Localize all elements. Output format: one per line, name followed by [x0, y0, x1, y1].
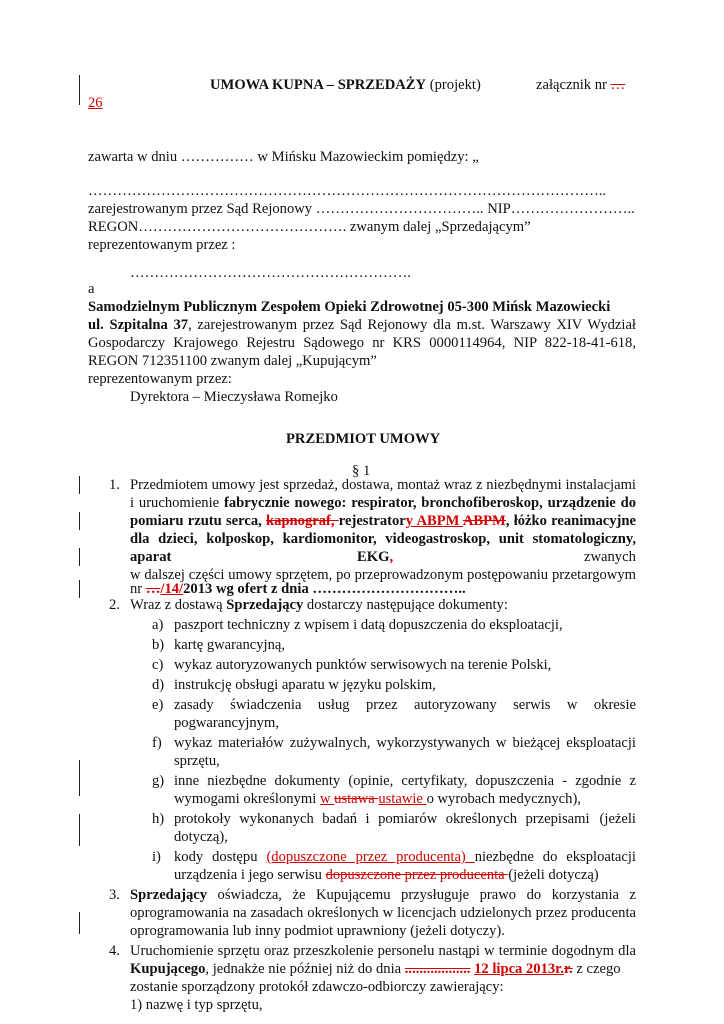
deleted-attachment-number: …	[610, 77, 626, 93]
buyer-krs-line: Gospodarczy Krajowego Rejestru Sądowego nr KRS 0000114964, NIP 822-18-41-618,	[88, 335, 636, 351]
item-number: 1.	[109, 477, 120, 493]
text-run: (jeżeli	[599, 811, 636, 827]
document-title	[210, 76, 481, 94]
list-item: paszport techniczny z wpisem i datą dopuszczenia do eksploatacji,	[174, 617, 563, 633]
attachment-label	[536, 76, 625, 94]
inserted-text: w	[319, 791, 335, 807]
list-letter: d)	[152, 677, 165, 693]
text-run: pomiaru rzutu serca,	[130, 513, 267, 529]
text-run: nr	[130, 581, 146, 597]
item1-line1: Przedmiotem umowy jest sprzedaż, dostawa, montaż wraz z niezbędnymi instalacjami	[130, 477, 636, 493]
buyer-name: Samodzielnym Publicznym Zespołem Opieki Zdrowotnej 05-300 Mińsk Mazowiecki	[88, 299, 611, 315]
item1-line4: dla dzieci, kolposkop, kardiomonitor, videogastroskop, unit stomatologiczny,	[130, 531, 636, 547]
list-letter: h)	[152, 811, 165, 827]
seller-regon-line: REGON……………………………………. zwanym dalej „Sprzedającym”	[88, 219, 531, 235]
list-letter: a)	[152, 617, 164, 633]
inserted-abpm: y ABPM	[405, 513, 463, 529]
item1-line6: w dalszej części umowy sprzętem, po przeprowadzonym postępowaniu przetargowym	[130, 567, 636, 583]
change-bar	[79, 912, 80, 934]
list-letter: i)	[152, 849, 161, 865]
item-number: 2.	[109, 597, 120, 613]
item-number: 4.	[109, 943, 120, 959]
item4-line3: zostanie sporządzony protokół zdawczo-odbiorczy zawierający:	[130, 979, 504, 995]
inserted-attachment-number: 26	[88, 95, 103, 111]
title-text: UMOWA KUPNA – SPRZEDAŻY	[210, 77, 427, 93]
equipment-list-start: fabrycznie nowego: respirator, bronchofiberoskop, urządzenie do	[223, 495, 636, 511]
deleted-text: ustawa	[334, 791, 379, 807]
item3-line1	[130, 886, 636, 904]
list-letter: b)	[152, 637, 165, 653]
deleted-text: r.	[563, 961, 573, 977]
project-label: (projekt)	[429, 77, 481, 93]
list-item-continuation: sprzętu,	[174, 753, 220, 769]
item3-line3: oprogramowania lub inny podmiot uprawniony (jeżeli dotyczy).	[130, 923, 505, 939]
text-run: z czego	[572, 961, 621, 977]
buyer-registration-text: , zarejestrowanym przez Sąd Rejonowy dla m.st. Warszawy XIV Wydział	[188, 317, 636, 333]
text-run: (jeżeli dotyczą)	[508, 867, 599, 883]
deleted-date-placeholder: ..................	[404, 961, 471, 977]
inserted-number: /14/	[160, 581, 184, 597]
buyer-represented-label: reprezentowanym przez:	[88, 371, 232, 387]
seller-term: Sprzedający	[130, 887, 208, 903]
change-bar	[79, 548, 80, 566]
deleted-abpm: ABPM	[462, 513, 506, 529]
buyer-address-line	[88, 316, 636, 334]
change-bar	[79, 814, 80, 846]
text-run: rejestrator	[338, 513, 406, 529]
list-item-continuation: dotyczą),	[174, 829, 228, 845]
item3-line2: oprogramowania na zasadach określonych w licencjach udzielonych przez producenta	[130, 905, 636, 921]
item1-line3	[130, 512, 636, 530]
text-run: Wraz z dostawą	[130, 597, 227, 613]
deleted-number: …	[145, 581, 161, 597]
change-bar	[79, 580, 80, 598]
aparat-word: aparat	[130, 549, 172, 565]
text-run: EKG	[357, 549, 390, 565]
buyer-regon-line: REGON 712351100 zwanym dalej „Kupującym”	[88, 353, 377, 369]
list-item-continuation	[174, 790, 581, 808]
list-item: wykaz materiałów zużywalnych, wykorzystywanych w bieżącej eksploatacji	[174, 735, 636, 751]
list-item	[174, 848, 636, 866]
change-bar	[79, 780, 80, 796]
concluded-line: zawarta w dniu …………… w Mińsku Mazowieckim pomiędzy: „	[88, 149, 479, 165]
text-run: protokoły wykonanych badań i pomiarów określonych przepisami	[174, 811, 590, 827]
text-run: , jednakże nie później niż do dnia	[205, 961, 405, 977]
text-run: o wyrobach medycznych),	[426, 791, 581, 807]
item1-line2	[130, 494, 636, 512]
list-item-continuation	[174, 866, 599, 884]
conjunction-a: a	[88, 281, 95, 297]
item-number: 3.	[109, 887, 120, 903]
deleted-kapnograf: kapnograf,	[266, 513, 339, 529]
buyer-street: ul. Szpitalna 37	[88, 317, 189, 333]
inserted-text: (dopuszczone przez producenta)	[266, 849, 475, 865]
attachment-text: załącznik nr	[536, 77, 607, 93]
seller-representative-placeholder: ………………………………………………….	[130, 265, 411, 281]
inserted-text: ustawie	[378, 791, 427, 807]
change-bar	[79, 476, 80, 494]
text-run: , łóżko reanimacyjne	[505, 513, 637, 529]
text-run: urządzenia i jego serwisu	[174, 867, 326, 883]
text-run: niezbędne do eksploatacji	[474, 849, 636, 865]
seller-registration-line: zarejestrowanym przez Sąd Rejonowy …………………………….. NIP……………………..	[88, 201, 635, 217]
list-item: instrukcję obsługi aparatu w języku polskim,	[174, 677, 436, 693]
ekg-word	[357, 548, 393, 566]
list-item: zasady świadczenia usług przez autoryzowany serwis w okresie	[174, 697, 636, 713]
deleted-text: dopuszczone przez producenta	[325, 867, 509, 883]
text-run: wymogami określonymi	[174, 791, 320, 807]
item4-line2	[130, 960, 621, 978]
paragraph-symbol: § 1	[352, 463, 371, 479]
change-bar	[79, 75, 80, 105]
list-item: kartę gwarancyjną,	[174, 637, 286, 653]
list-letter: f)	[152, 735, 162, 751]
list-item: wykaz autoryzowanych punktów serwisowych na terenie Polski,	[174, 657, 552, 673]
list-item	[174, 810, 636, 828]
list-letter: c)	[152, 657, 164, 673]
seller-term: Sprzedający	[226, 597, 304, 613]
inserted-date: 12 lipca 2013r.	[474, 961, 564, 977]
text-run: 2013 wg ofert z dnia …………………………..	[183, 581, 466, 597]
list-item-continuation: pogwarancyjnym,	[174, 715, 279, 731]
zwanych-word: zwanych	[584, 549, 636, 565]
text-run: oświadcza, że Kupującemu przysługuje prawo do korzystania z	[207, 887, 636, 903]
list-letter: g)	[152, 773, 165, 789]
text-run: i uruchomienie	[130, 495, 224, 511]
item4-line1: Uruchomienie sprzętu oraz przeszkolenie personelu nastąpi w terminie dogodnym dla	[130, 943, 636, 959]
text-run: kody dostępu	[174, 849, 267, 865]
list-item: inne niezbędne dokumenty (opinie, certyfikaty, dopuszczenia - zgodnie z	[174, 773, 636, 789]
change-bar	[79, 512, 80, 530]
inserted-comma: ,	[389, 549, 394, 565]
section-heading: PRZEDMIOT UMOWY	[286, 431, 441, 447]
item4-line4: 1) nazwę i typ sprzętu,	[130, 997, 263, 1013]
seller-represented-label: reprezentowanym przez :	[88, 237, 236, 253]
text-run: dostarczy następujące dokumenty:	[303, 597, 508, 613]
seller-name-placeholder: ……………………………………………………………………………………………..	[88, 183, 607, 199]
buyer-director: Dyrektora – Mieczysława Romejko	[130, 389, 338, 405]
list-letter: e)	[152, 697, 164, 713]
item2-intro	[130, 596, 508, 614]
buyer-term: Kupującego	[130, 961, 206, 977]
